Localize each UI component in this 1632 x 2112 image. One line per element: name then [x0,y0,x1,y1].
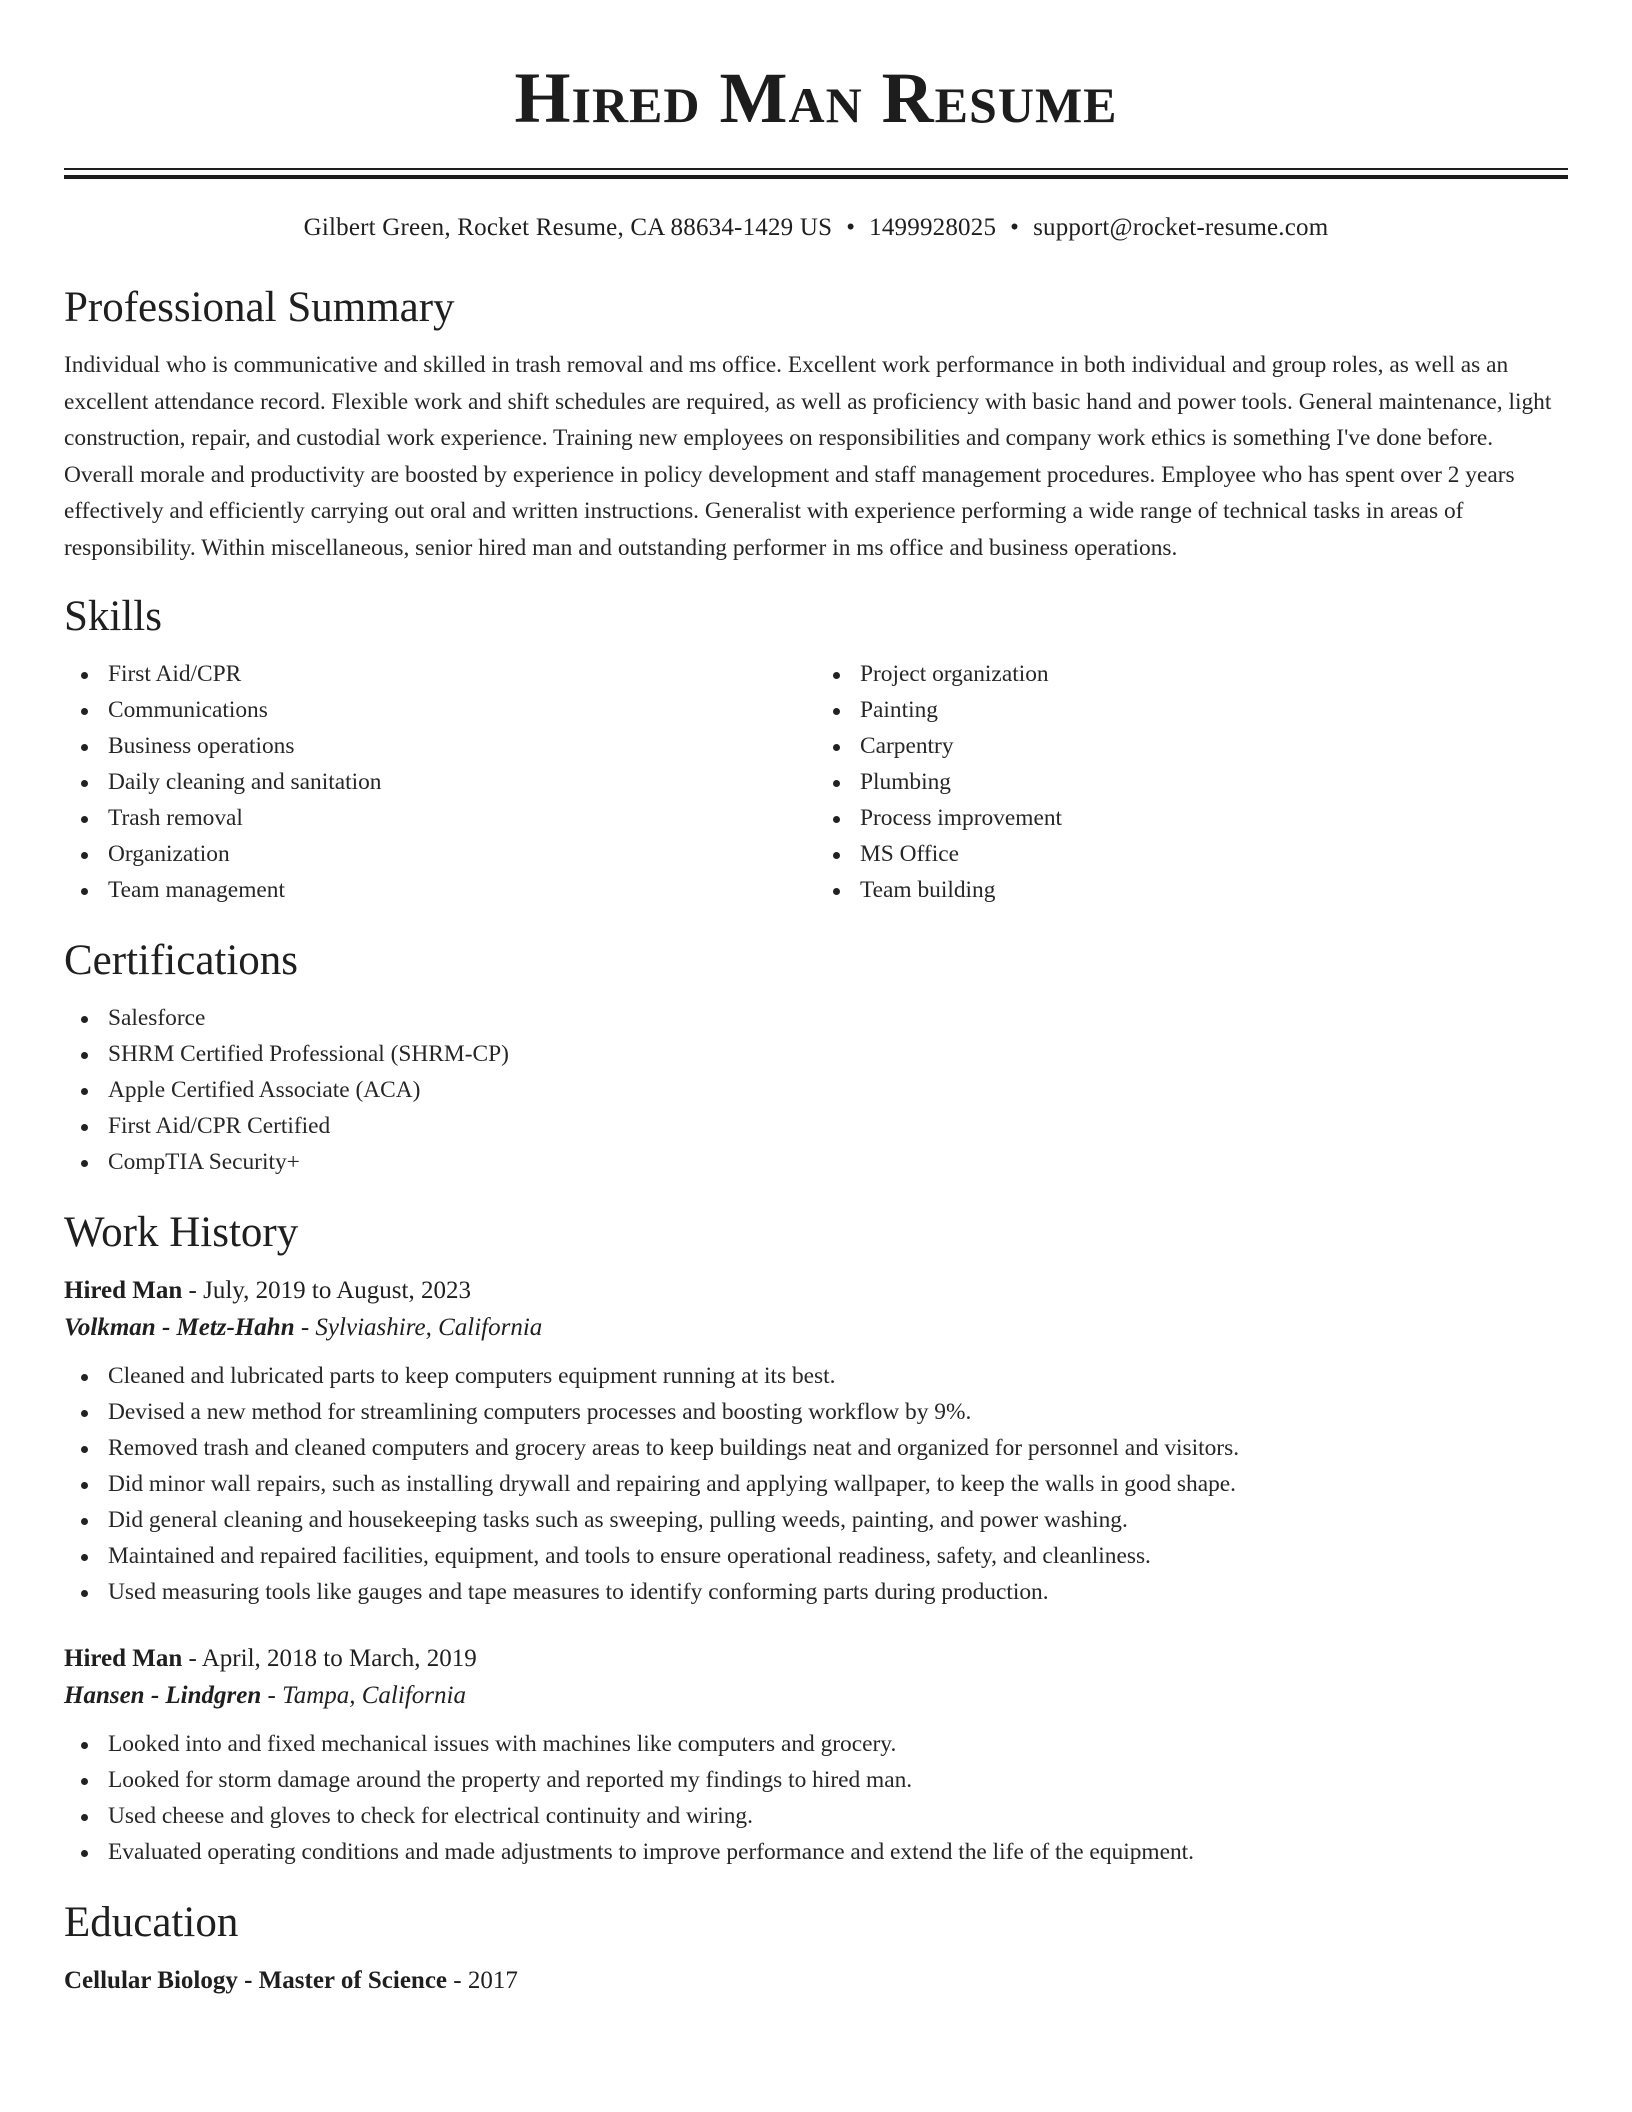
skill-item: Team management [108,872,816,908]
skill-item: Organization [108,836,816,872]
job-duty: Maintained and repaired facilities, equipment, and tools to ensure operational readiness, safety, and cleanliness. [108,1538,1568,1574]
job-entry [64,1274,1568,1610]
certifications-list [64,1000,1568,1180]
summary-text: Individual who is communicative and skilled in trash removal and ms office. Excellent work performance in both individual and group roles, as well as an excellent attendance record. Flexible work and shift schedules are required, as well as proficiency with basic hand and power tools. General maintenance, light construction, repair, and custodial work experience. Training new employees on responsibilities and company work ethics is something I've done before. Overall morale and productivity are boosted by experience in policy development and staff management procedures. Employee who has spent over 2 years effectively and efficiently carrying out oral and written instructions. Generalist with experience performing a wide range of technical tasks in areas of responsibility. Within miscellaneous, senior hired man and outstanding performer in ms office and business operations. [64,352,1552,561]
job-company: Hansen - Lindgren [64,1682,262,1709]
skill-item: Plumbing [860,764,1568,800]
job-company-line [64,1308,1568,1348]
job-company: Volkman - Metz-Hahn [64,1314,295,1341]
contact-email: support@rocket-resume.com [1033,214,1329,241]
job-title: Hired Man [64,1277,183,1304]
job-title-line [64,1274,1568,1308]
skill-item: Trash removal [108,800,816,836]
job-duty: Cleaned and lubricated parts to keep computers equipment running at its best. [108,1358,1568,1394]
skill-item: Team building [860,872,1568,908]
skills-heading: Skills [64,593,162,640]
job-location: - Sylviashire, California [294,1314,543,1341]
header-rule-thick [64,175,1568,179]
job-duty: Did minor wall repairs, such as installing drywall and repairing and applying wallpaper, to keep the walls in good shape. [108,1466,1568,1502]
certification-item: First Aid/CPR Certified [108,1108,1568,1144]
skills-list-left [64,656,816,908]
job-duty: Evaluated operating conditions and made adjustments to improve performance and extend the life of the equipment. [108,1834,1568,1870]
job-company-line [64,1676,1568,1716]
job-duty: Used measuring tools like gauges and tape measures to identify conforming parts during production. [108,1574,1568,1610]
education-year: - 2017 [447,1967,518,1994]
job-entry [64,1642,1568,1870]
skill-item: MS Office [860,836,1568,872]
job-duty: Devised a new method for streamlining computers processes and boosting workflow by 9%. [108,1394,1568,1430]
work-history-heading: Work History [64,1209,299,1256]
job-duty: Used cheese and gloves to check for electrical continuity and wiring. [108,1798,1568,1834]
skill-item: Carpentry [860,728,1568,764]
education-entry [64,1964,1568,1998]
resume-title: Hired Man Resume [514,58,1118,138]
job-title-line [64,1642,1568,1676]
education-heading: Education [64,1899,239,1946]
job-duties-list [64,1358,1568,1610]
skill-item: Painting [860,692,1568,728]
skill-item: First Aid/CPR [108,656,816,692]
job-dates: - April, 2018 to March, 2019 [182,1645,477,1672]
skill-item: Daily cleaning and sanitation [108,764,816,800]
skill-item: Business operations [108,728,816,764]
job-duty: Did general cleaning and housekeeping tasks such as sweeping, pulling weeds, painting, and power washing. [108,1502,1568,1538]
skill-item: Communications [108,692,816,728]
job-duties-list [64,1726,1568,1870]
job-title: Hired Man [64,1645,183,1672]
skill-item: Process improvement [860,800,1568,836]
summary-heading: Professional Summary [64,284,455,331]
skills-list-right [816,656,1568,908]
contact-separator: • [1010,214,1020,241]
contact-line [64,213,1568,243]
skill-item: Project organization [860,656,1568,692]
certification-item: SHRM Certified Professional (SHRM-CP) [108,1036,1568,1072]
job-location: - Tampa, California [261,1682,466,1709]
job-duty: Looked for storm damage around the property and reported my findings to hired man. [108,1762,1568,1798]
certification-item: Apple Certified Associate (ACA) [108,1072,1568,1108]
skills-columns [64,656,1568,908]
contact-phone: 1499928025 [869,214,997,241]
job-duty: Removed trash and cleaned computers and grocery areas to keep buildings neat and organized for personnel and visitors. [108,1430,1568,1466]
job-duty: Looked into and fixed mechanical issues with machines like computers and grocery. [108,1726,1568,1762]
education-degree: Cellular Biology - Master of Science [64,1967,448,1994]
certification-item: CompTIA Security+ [108,1144,1568,1180]
job-dates: - July, 2019 to August, 2023 [182,1277,471,1304]
contact-address: Gilbert Green, Rocket Resume, CA 88634-1429 US [303,214,833,241]
contact-separator: • [846,214,856,241]
certification-item: Salesforce [108,1000,1568,1036]
header-rule-thin [64,168,1568,170]
certifications-heading: Certifications [64,937,299,984]
